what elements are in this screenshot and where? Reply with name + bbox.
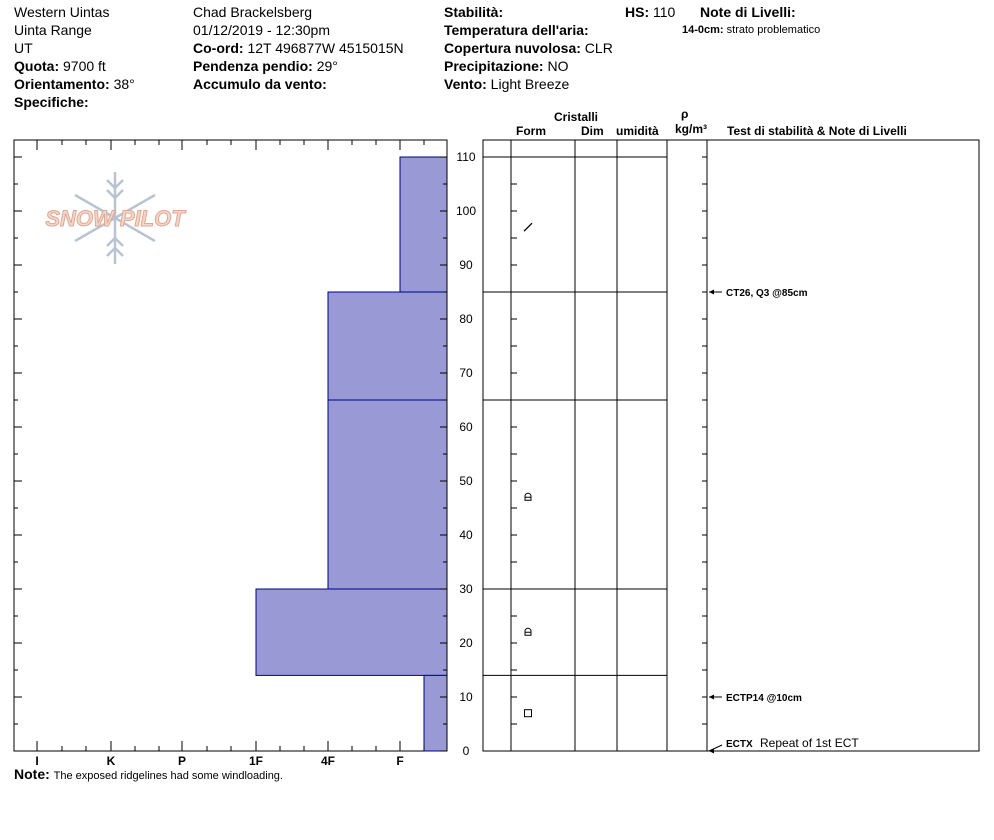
- layer-notes-label: Note di Livelli:: [700, 4, 796, 20]
- test-code-3: ECTX: [726, 739, 753, 750]
- snow-pilot-logo: [45, 172, 186, 264]
- test-code-1: CT26, Q3 @85cm: [726, 288, 808, 299]
- depth-label-110: 110: [456, 150, 476, 164]
- hardness-label-F: F: [396, 754, 404, 768]
- hardness-label-I: I: [35, 754, 39, 768]
- layer-table: [440, 140, 979, 758]
- faceted-rounded-symbol: [525, 493, 531, 500]
- depth-label-100: 100: [455, 204, 477, 218]
- hardness-bar-4: [256, 589, 447, 675]
- location-name: Western Uintas: [14, 4, 110, 20]
- hardness-bar-5: [424, 675, 447, 751]
- crystals-header: Cristalli: [554, 110, 599, 124]
- state-name: UT: [14, 40, 33, 56]
- hardness-profile: [14, 140, 447, 768]
- coord-label: Co-ord:: [193, 40, 244, 56]
- layer-note-depth: 14-0cm:: [682, 24, 724, 36]
- depth-label-50: 50: [459, 474, 473, 488]
- depth-label-0: 0: [462, 744, 470, 758]
- precip-label: Precipitazione:: [444, 58, 544, 74]
- test-comment-3: Repeat of 1st ECT: [760, 736, 859, 750]
- size-header: Dim: [581, 124, 604, 138]
- test-arrow-head: [709, 695, 714, 700]
- aspect-value: 38°: [113, 76, 135, 92]
- test-arrow-head: [709, 290, 714, 295]
- depth-label-80: 80: [459, 312, 473, 326]
- stability-notes-panel: [709, 288, 859, 754]
- cloud-label: Copertura nuvolosa:: [444, 40, 581, 56]
- faceted-crystals-symbol: [525, 710, 532, 717]
- elevation-value: 9700 ft: [63, 58, 106, 74]
- form-header: Form: [516, 124, 546, 138]
- moisture-header: umidità: [616, 124, 659, 138]
- coord-value: 12T 496877W 4515015N: [247, 40, 404, 56]
- hs-label: HS:: [625, 4, 650, 20]
- hardness-label-P: P: [177, 754, 187, 768]
- datetime: 01/12/2019 - 12:30pm: [193, 22, 330, 38]
- wind-value: Light Breeze: [490, 76, 570, 92]
- depth-label-70: 70: [459, 366, 473, 380]
- hardness-label-K: K: [106, 754, 116, 768]
- hs-value: 110: [653, 4, 676, 20]
- slope-value: 29°: [316, 58, 338, 74]
- hardness-label-4F: 4F: [320, 754, 336, 768]
- density-unit-header: kg/m³: [675, 122, 708, 136]
- specifics-label: Specifiche:: [14, 94, 89, 110]
- stability-label: Stabilità:: [444, 4, 504, 20]
- depth-label-10: 10: [459, 690, 473, 704]
- cloud-value: CLR: [584, 40, 613, 56]
- note-label: Note:: [14, 766, 50, 782]
- depth-label-30: 30: [459, 582, 473, 596]
- elevation-label: Quota:: [14, 58, 60, 74]
- faceted-rounded-symbol: [525, 628, 531, 635]
- depth-label-90: 90: [459, 258, 473, 272]
- logo-text: SNOW PILOT: [45, 206, 185, 231]
- depth-label-60: 60: [459, 420, 473, 434]
- precip-particles-symbol: [524, 223, 532, 231]
- observer-name: Chad Brackelsberg: [193, 4, 313, 20]
- precip-value: NO: [547, 58, 569, 74]
- wind-loading-label: Accumulo da vento:: [193, 76, 327, 92]
- test-arrow-head: [709, 749, 714, 754]
- test-code-2: ECTP14 @10cm: [726, 693, 802, 704]
- slope-label: Pendenza pendio:: [193, 58, 313, 74]
- hardness-bar-1: [400, 157, 447, 292]
- hardness-bar-2: [328, 292, 447, 400]
- footer-note: [14, 766, 283, 783]
- depth-label-40: 40: [459, 528, 473, 542]
- depth-label-20: 20: [459, 636, 473, 650]
- hardness-label-1F: 1F: [248, 754, 264, 768]
- note-text: The exposed ridgelines had some windloading.: [53, 770, 283, 782]
- wind-label: Vento:: [444, 76, 487, 92]
- aspect-label: Orientamento:: [14, 76, 110, 92]
- table-frame: [483, 140, 979, 751]
- hardness-bar-3: [328, 400, 447, 589]
- stability-notes-header: Test di stabilità & Note di Livelli: [727, 124, 907, 138]
- rho-header: ρ: [681, 107, 689, 121]
- air-temp-label: Temperatura dell'aria:: [444, 22, 589, 38]
- range-name: Uinta Range: [14, 22, 92, 38]
- layer-note-text: strato problematico: [726, 24, 821, 36]
